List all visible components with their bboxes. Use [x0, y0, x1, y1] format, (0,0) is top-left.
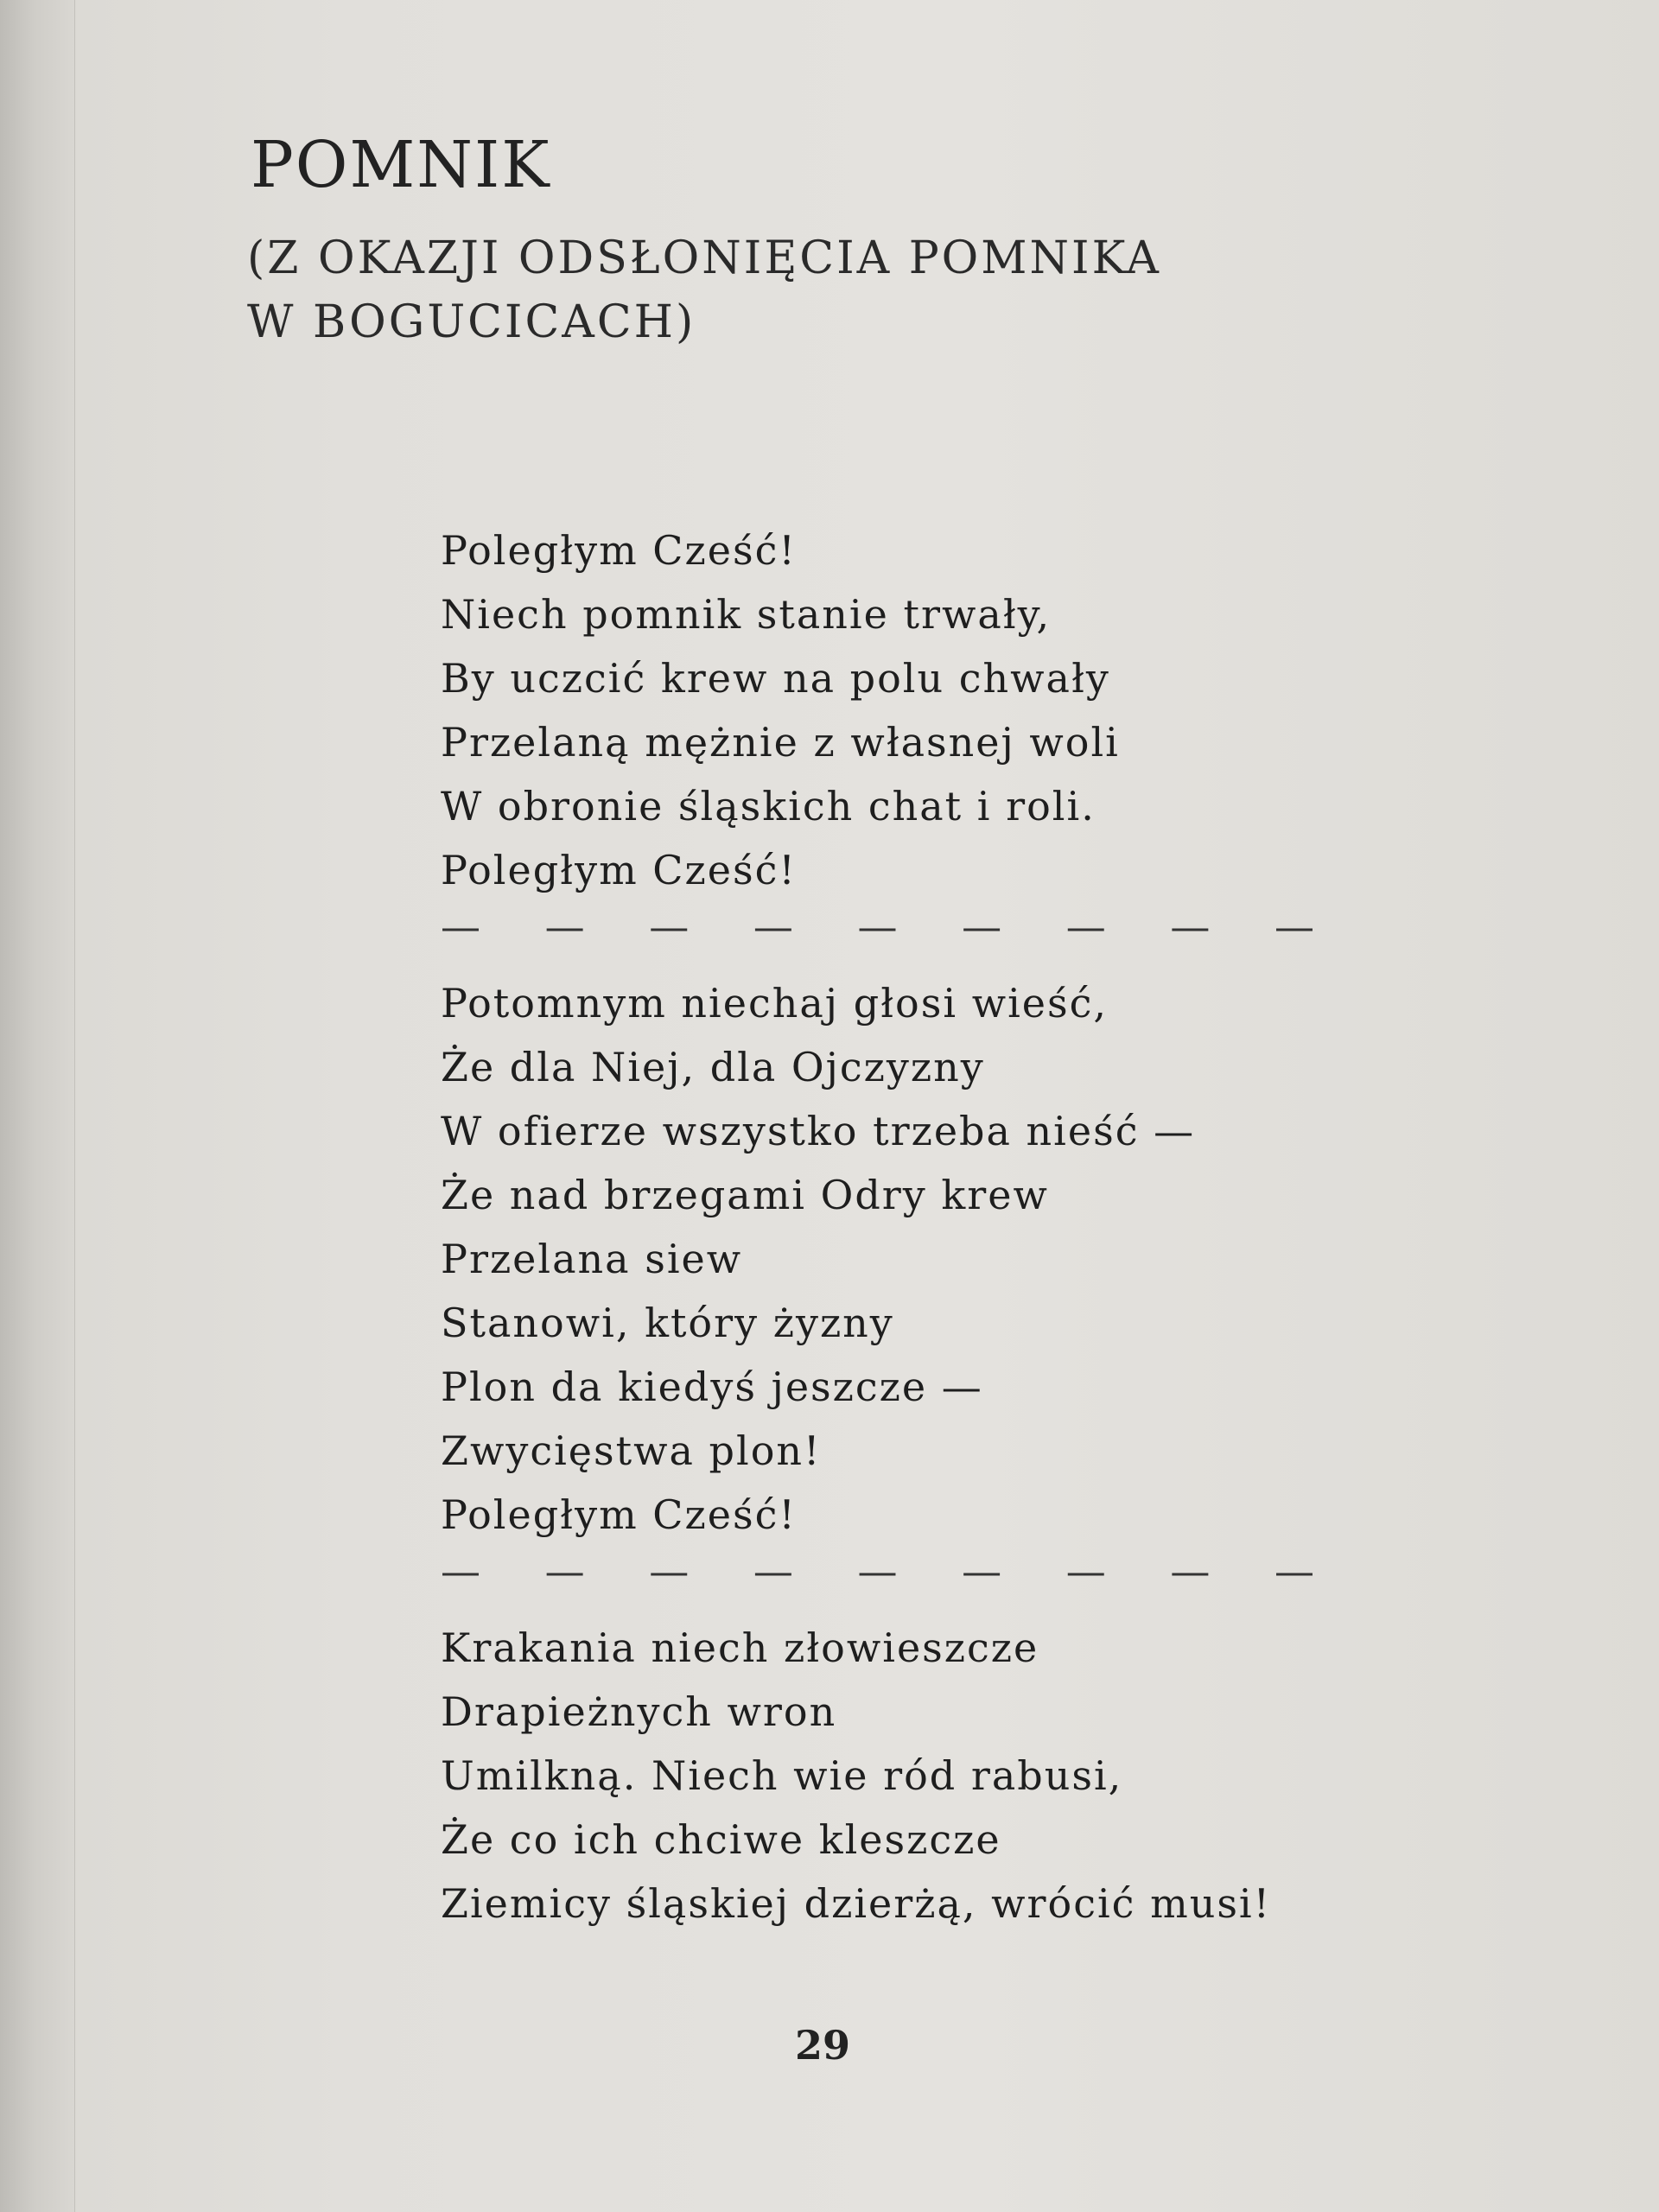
poem-line: Krakania niech złowieszcze — [441, 1624, 1039, 1671]
poem-line: Niech pomnik stanie trwały, — [441, 591, 1052, 638]
poem-body — [441, 518, 1340, 1936]
poem-line: Potomnym niechaj głosi wieść, — [441, 980, 1108, 1027]
subtitle-line: (Z OKAZJI ODSŁONIĘCIA POMNIKA — [247, 232, 1161, 284]
stanza-3 — [441, 1616, 1305, 1936]
poem-line: Poległym Cześć! — [441, 847, 797, 893]
poem-subtitle — [247, 226, 1284, 354]
poem-line: Że dla Niej, dla Ojczyzny — [441, 1044, 985, 1090]
poem-line: Poległym Cześć! — [441, 527, 797, 574]
poem-line: W ofierze wszystko trzeba nieść — — [441, 1108, 1196, 1154]
poem-line: Że co ich chciwe kleszcze — [441, 1816, 1001, 1863]
poem-line: Zwycięstwa plon! — [441, 1427, 822, 1474]
stanza-2 — [441, 971, 1305, 1547]
poem-line: Drapieżnych wron — [441, 1688, 837, 1735]
poem-line: W obronie śląskich chat i roli. — [441, 783, 1096, 830]
poem-line: Ziemicy śląskiej dzierżą, wrócić musi! — [441, 1880, 1272, 1927]
poem-title: POMNIK — [251, 128, 551, 202]
page-number: 29 — [795, 2022, 851, 2069]
poem-line: Umilkną. Niech wie ród rabusi, — [441, 1752, 1123, 1799]
stanza-separator: — — — — — — — — — — [441, 1548, 1340, 1594]
poem-line: By uczcić krew na polu chwały — [441, 655, 1110, 702]
poem-line: Poległym Cześć! — [441, 1491, 797, 1538]
subtitle-line: W BOGUCICACH) — [247, 296, 696, 348]
poem-line: Przelana siew — [441, 1236, 743, 1282]
book-gutter — [0, 0, 75, 2212]
poem-line: Plon da kiedyś jeszcze — — [441, 1363, 983, 1410]
poem-line: Stanowi, który żyzny — [441, 1300, 894, 1346]
stanza-separator: — — — — — — — — — — [441, 903, 1340, 950]
poem-line: Że nad brzegami Odry krew — [441, 1172, 1049, 1218]
poem-line: Przelaną mężnie z własnej woli — [441, 719, 1120, 766]
stanza-1 — [441, 518, 1305, 902]
